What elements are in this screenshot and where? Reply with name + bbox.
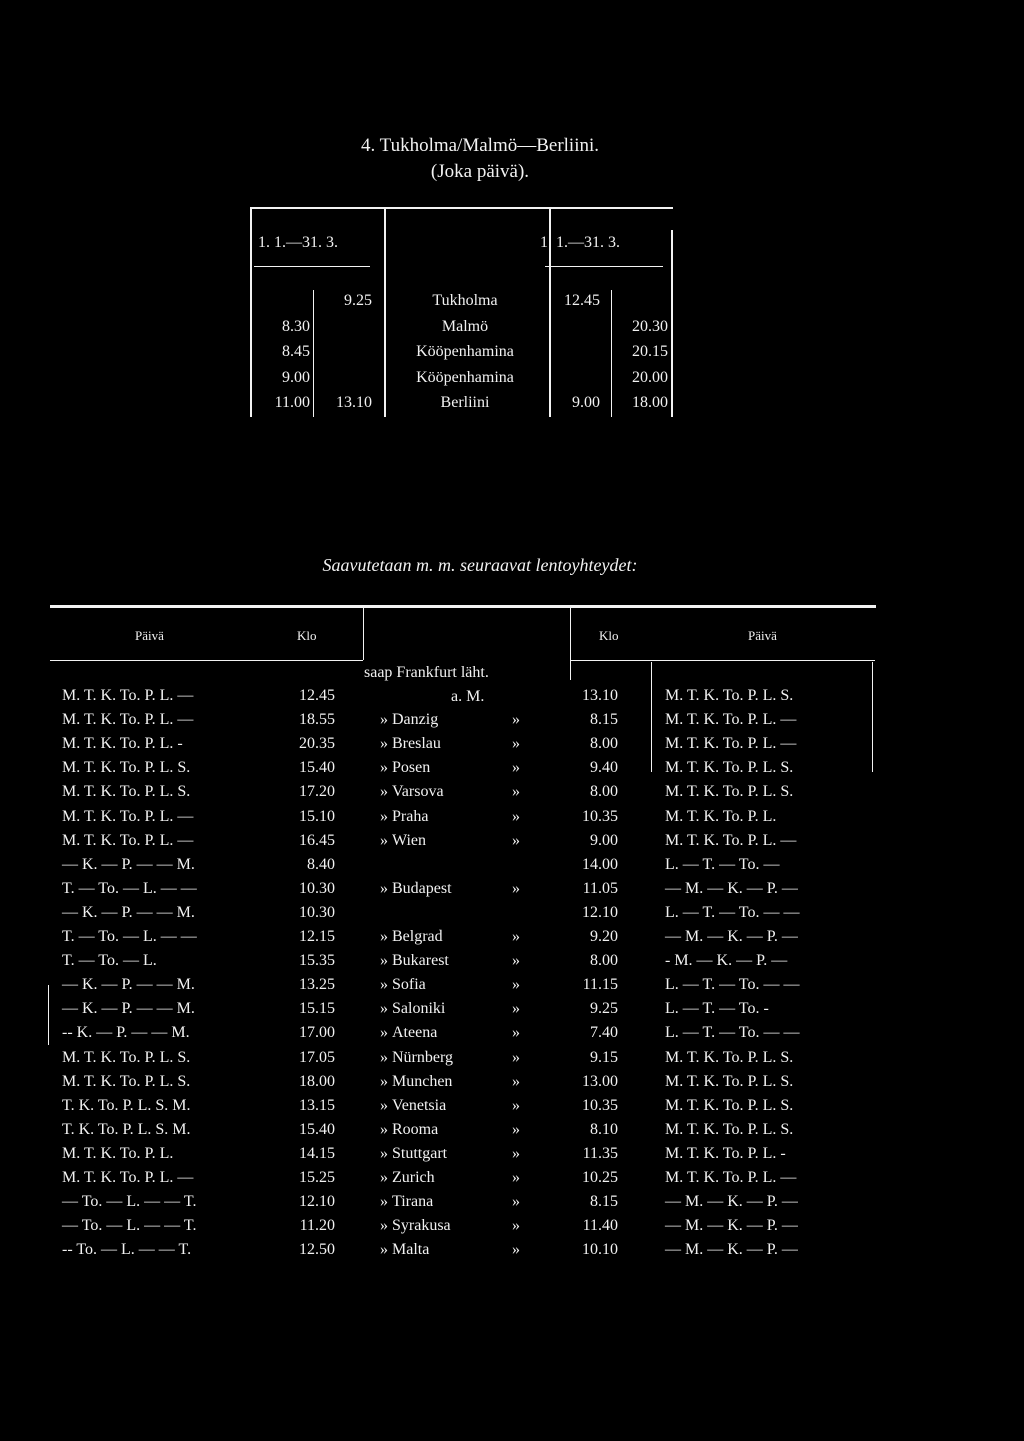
destination-name: Praha [392, 808, 429, 825]
destination [380, 783, 560, 801]
arrival-time: 16.45 [299, 832, 335, 849]
ditto-mark: » [380, 1097, 392, 1114]
days-return: — M. — K. — P. — [665, 880, 798, 897]
destination [380, 1121, 560, 1139]
days-outbound: T. — To. — L. — — [62, 928, 197, 945]
days-outbound: — To. — L. — — T. [62, 1193, 197, 1210]
connection-row [0, 1000, 1024, 1025]
page-title: 4. Tukholma/Malmö—Berliini. [360, 135, 600, 156]
conn-header-rule-right [570, 660, 875, 661]
days-return: L. — T. — To. — — [665, 904, 800, 921]
ditto-mark: » [380, 952, 392, 969]
connection-row [0, 759, 1024, 784]
ditto-mark: » [380, 808, 392, 825]
days-return: L. — T. — To. — — [665, 976, 800, 993]
ditto-mark: » [512, 1169, 520, 1186]
departure-time: 12.10 [582, 904, 618, 921]
arrival-time: 12.45 [299, 687, 335, 704]
days-outbound: — To. — L. — — T. [62, 1217, 197, 1234]
ditto-mark: » [512, 1000, 520, 1017]
departure-time: 8.10 [590, 1121, 618, 1138]
ditto-mark: » [512, 1193, 520, 1210]
connection-row [0, 1217, 1024, 1242]
destination [380, 1000, 560, 1018]
ditto-mark: » [512, 928, 520, 945]
ditto-mark: » [380, 976, 392, 993]
connection-row [0, 952, 1024, 977]
departure-time: 13.10 [582, 687, 618, 704]
days-outbound: T. — To. — L. — — [62, 880, 197, 897]
arrival-time: 18.00 [299, 1073, 335, 1090]
ditto-mark: » [380, 1049, 392, 1066]
days-outbound: M. T. K. To. P. L. — [62, 808, 194, 825]
arrival-time: 17.20 [299, 783, 335, 800]
departure-time: 10.35 [582, 808, 618, 825]
destination [380, 880, 560, 898]
destination-name: Varsova [392, 783, 444, 800]
departure-time: 10.25 [582, 1169, 618, 1186]
destination [380, 1073, 560, 1091]
ditto-mark: » [512, 1097, 520, 1114]
destination-name: Saloniki [392, 1000, 446, 1017]
malmo-arrival: 20.00 [632, 369, 668, 386]
days-return: M. T. K. To. P. L. S. [665, 1073, 794, 1090]
period-underline-left [254, 266, 370, 267]
days-outbound: — K. — P. — — M. [62, 856, 195, 873]
days-outbound: M. T. K. To. P. L. — [62, 687, 194, 704]
ditto-mark: » [512, 1024, 520, 1041]
days-outbound: -- To. — L. — — T. [62, 1241, 192, 1258]
ditto-mark: » [380, 735, 392, 752]
hub-sub: a. M. [451, 688, 485, 705]
destination [380, 735, 560, 753]
ditto-mark: » [512, 1049, 520, 1066]
destination-name: Nürnberg [392, 1049, 454, 1066]
connection-row [0, 687, 1024, 712]
malmo-departure: 8.30 [282, 318, 310, 335]
malmo-departure: 8.45 [282, 343, 310, 360]
ditto-mark: » [512, 759, 520, 776]
destination [380, 1145, 560, 1163]
days-return: M. T. K. To. P. L. — [665, 832, 797, 849]
days-return: M. T. K. To. P. L. — [665, 735, 797, 752]
days-return: — M. — K. — P. — [665, 1193, 798, 1210]
connection-row [0, 1193, 1024, 1218]
destination [380, 928, 560, 946]
destination [380, 808, 560, 826]
departure-time: 10.10 [582, 1241, 618, 1258]
days-return: M. T. K. To. P. L. S. [665, 1097, 794, 1114]
days-outbound: M. T. K. To. P. L. S. [62, 1073, 191, 1090]
ditto-mark: » [380, 928, 392, 945]
conn-top-rule [50, 605, 876, 608]
ditto-mark: » [512, 735, 520, 752]
destination-name: Zurich [392, 1169, 435, 1186]
days-return: M. T. K. To. P. L. S. [665, 687, 794, 704]
connection-row [0, 735, 1024, 760]
arrival-time: 15.25 [299, 1169, 335, 1186]
arrival-time: 14.15 [299, 1145, 335, 1162]
ditto-mark: » [380, 783, 392, 800]
departure-time: 11.05 [582, 880, 618, 897]
departure-time: 9.20 [590, 928, 618, 945]
arrival-time: 8.40 [307, 856, 335, 873]
arrival-time: 15.15 [299, 1000, 335, 1017]
header-time-right: Klo [599, 628, 619, 643]
ditto-mark: » [512, 783, 520, 800]
connection-row [0, 711, 1024, 736]
connection-row [0, 1049, 1024, 1074]
days-outbound: M. T. K. To. P. L. S. [62, 783, 191, 800]
connection-row [0, 1169, 1024, 1194]
ditto-mark: » [512, 976, 520, 993]
malmo-departure: 9.00 [282, 369, 310, 386]
departure-time: 7.40 [590, 1024, 618, 1041]
destination [380, 711, 560, 729]
destination-name: Bukarest [392, 952, 449, 969]
connection-row [0, 928, 1024, 953]
departure-time: 8.15 [590, 711, 618, 728]
destination [380, 832, 560, 850]
connection-row [0, 1073, 1024, 1098]
destination [380, 976, 560, 994]
destination-name: Posen [392, 759, 431, 776]
connection-row [0, 880, 1024, 905]
arrival-time: 15.40 [299, 1121, 335, 1138]
ditto-mark: » [512, 1145, 520, 1162]
arrival-time: 12.10 [299, 1193, 335, 1210]
table-right-rule [671, 230, 673, 417]
destination [380, 1049, 560, 1067]
conn-header-rule-left [50, 660, 363, 661]
arrival-time: 13.25 [299, 976, 335, 993]
malmo-arrival: 20.30 [632, 318, 668, 335]
ditto-mark: » [512, 711, 520, 728]
days-outbound: M. T. K. To. P. L. S. [62, 759, 191, 776]
destination [380, 1097, 560, 1115]
stockholm-departure: 9.25 [344, 292, 372, 309]
hub-line: saap Frankfurt läht. [364, 664, 489, 681]
days-outbound: M. T. K. To. P. L. - [62, 735, 183, 752]
ditto-mark: » [380, 1000, 392, 1017]
ditto-mark: » [512, 880, 520, 897]
ditto-mark: » [512, 1217, 520, 1234]
destination [380, 1169, 560, 1187]
arrival-time: 12.15 [299, 928, 335, 945]
destination [380, 1024, 560, 1042]
destination-name: Munchen [392, 1073, 453, 1090]
ditto-mark: » [380, 711, 392, 728]
header-day-left: Päivä [135, 628, 164, 643]
arrival-time: 15.35 [299, 952, 335, 969]
days-return: — M. — K. — P. — [665, 928, 798, 945]
ditto-mark: » [512, 1241, 520, 1258]
ditto-mark: » [380, 880, 392, 897]
days-return: L. — T. — To. — [665, 856, 780, 873]
days-return: - M. — K. — P. — [665, 952, 788, 969]
departure-time: 9.25 [590, 1000, 618, 1017]
days-outbound: M. T. K. To. P. L. — [62, 832, 194, 849]
ditto-mark: » [512, 1073, 520, 1090]
days-outbound: M. T. K. To. P. L. — [62, 1169, 194, 1186]
connection-row [0, 904, 1024, 929]
departure-time: 8.00 [590, 735, 618, 752]
arrival-time: 15.40 [299, 759, 335, 776]
departure-time: 8.00 [590, 783, 618, 800]
days-outbound: T. K. To. P. L. S. M. [62, 1121, 191, 1138]
days-outbound: — K. — P. — — M. [62, 1000, 195, 1017]
connection-row [0, 783, 1024, 808]
connection-row [0, 1145, 1024, 1170]
days-return: — M. — K. — P. — [665, 1217, 798, 1234]
days-return: M. T. K. To. P. L. - [665, 1145, 786, 1162]
arrival-time: 10.30 [299, 880, 335, 897]
ditto-mark: » [380, 1121, 392, 1138]
destination-name: Tirana [392, 1193, 434, 1210]
ditto-mark: » [380, 1241, 392, 1258]
destination-name: Ateena [392, 1024, 438, 1041]
period-left: 1. 1.—31. 3. [258, 234, 338, 251]
table-top-rule [250, 207, 673, 209]
period-underline-right [545, 266, 663, 267]
days-return: M. T. K. To. P. L. S. [665, 783, 794, 800]
departure-time: 10.35 [582, 1097, 618, 1114]
destination-name: Rooma [392, 1121, 439, 1138]
destination-name: Stuttgart [392, 1145, 448, 1162]
stockholm-arrival: 12.45 [564, 292, 600, 309]
arrival-time: 15.10 [299, 808, 335, 825]
days-outbound: — K. — P. — — M. [62, 904, 195, 921]
departure-time: 13.00 [582, 1073, 618, 1090]
connection-row [0, 1024, 1024, 1049]
days-outbound: -- K. — P. — — M. [62, 1024, 190, 1041]
destination [380, 952, 560, 970]
destination-name: Venetsia [392, 1097, 447, 1114]
days-return: M. T. K. To. P. L. [665, 808, 777, 825]
destination-name: Wien [392, 832, 427, 849]
ditto-mark: » [380, 832, 392, 849]
arrival-time: 12.50 [299, 1241, 335, 1258]
departure-time: 8.15 [590, 1193, 618, 1210]
arrival-time: 13.15 [299, 1097, 335, 1114]
station-name: Malmö [441, 318, 489, 335]
ditto-mark: » [512, 832, 520, 849]
destination [380, 1193, 560, 1211]
destination-name: Belgrad [392, 928, 443, 945]
connection-row [0, 832, 1024, 857]
destination-name: Danzig [392, 711, 439, 728]
destination [380, 759, 560, 777]
days-outbound: T. K. To. P. L. S. M. [62, 1097, 191, 1114]
connection-row [0, 1097, 1024, 1122]
departure-time: 11.40 [582, 1217, 618, 1234]
days-outbound: M. T. K. To. P. L. S. [62, 1049, 191, 1066]
days-return: — M. — K. — P. — [665, 1241, 798, 1258]
days-outbound: M. T. K. To. P. L. [62, 1145, 174, 1162]
destination [380, 1217, 560, 1235]
ditto-mark: » [380, 759, 392, 776]
destination-name: Sofia [392, 976, 426, 993]
days-return: M. T. K. To. P. L. S. [665, 759, 794, 776]
ditto-mark: » [512, 808, 520, 825]
connection-row [0, 856, 1024, 881]
connection-row [0, 1121, 1024, 1146]
period-right: 1. 1.—31. 3. [540, 234, 620, 251]
departure-time: 9.40 [590, 759, 618, 776]
connection-row [0, 808, 1024, 833]
days-outbound: M. T. K. To. P. L. — [62, 711, 194, 728]
station-name: Kööpenhamina [416, 369, 514, 386]
station-name: Tukholma [432, 292, 498, 309]
days-return: L. — T. — To. — — [665, 1024, 800, 1041]
header-day-right: Päivä [748, 628, 777, 643]
ditto-mark: » [512, 1121, 520, 1138]
destination-name: Breslau [392, 735, 441, 752]
ditto-mark: » [380, 1217, 392, 1234]
arrival-time: 10.30 [299, 904, 335, 921]
stockholm-departure: 13.10 [336, 394, 372, 411]
departure-time: 9.15 [590, 1049, 618, 1066]
days-return: M. T. K. To. P. L. — [665, 1169, 797, 1186]
connections-heading: Saavutetaan m. m. seuraavat lentoyhteydet: [322, 555, 638, 575]
ditto-mark: » [380, 1193, 392, 1210]
header-time-left: Klo [297, 628, 317, 643]
days-outbound: — K. — P. — — M. [62, 976, 195, 993]
malmo-arrival: 20.15 [632, 343, 668, 360]
arrival-time: 20.35 [299, 735, 335, 752]
departure-time: 9.00 [590, 832, 618, 849]
departure-time: 11.35 [582, 1145, 618, 1162]
ditto-mark: » [380, 1073, 392, 1090]
days-return: L. — T. — To. - [665, 1000, 769, 1017]
station-name: Kööpenhamina [416, 343, 514, 360]
conn-divider-right [570, 608, 571, 680]
departure-time: 14.00 [582, 856, 618, 873]
destination-name: Budapest [392, 880, 452, 897]
days-outbound: T. — To. — L. [62, 952, 157, 969]
days-return: M. T. K. To. P. L. S. [665, 1049, 794, 1066]
conn-divider-left [363, 608, 364, 660]
malmo-arrival: 18.00 [632, 394, 668, 411]
destination [380, 1241, 560, 1259]
page-subtitle: (Joka päivä). [430, 161, 530, 182]
days-return: M. T. K. To. P. L. — [665, 711, 797, 728]
connection-row [0, 976, 1024, 1001]
ditto-mark: » [512, 952, 520, 969]
malmo-departure: 11.00 [274, 394, 310, 411]
days-return: M. T. K. To. P. L. S. [665, 1121, 794, 1138]
station-name: Berliini [440, 394, 490, 411]
ditto-mark: » [380, 1024, 392, 1041]
arrival-time: 11.20 [299, 1217, 335, 1234]
arrival-time: 17.05 [299, 1049, 335, 1066]
arrival-time: 17.00 [299, 1024, 335, 1041]
ditto-mark: » [380, 1145, 392, 1162]
ditto-mark: » [380, 1169, 392, 1186]
destination-name: Syrakusa [392, 1217, 451, 1234]
stockholm-arrival: 9.00 [572, 394, 600, 411]
arrival-time: 18.55 [299, 711, 335, 728]
connection-row [0, 1241, 1024, 1266]
destination-name: Malta [392, 1241, 430, 1258]
departure-time: 8.00 [590, 952, 618, 969]
departure-time: 11.15 [582, 976, 618, 993]
